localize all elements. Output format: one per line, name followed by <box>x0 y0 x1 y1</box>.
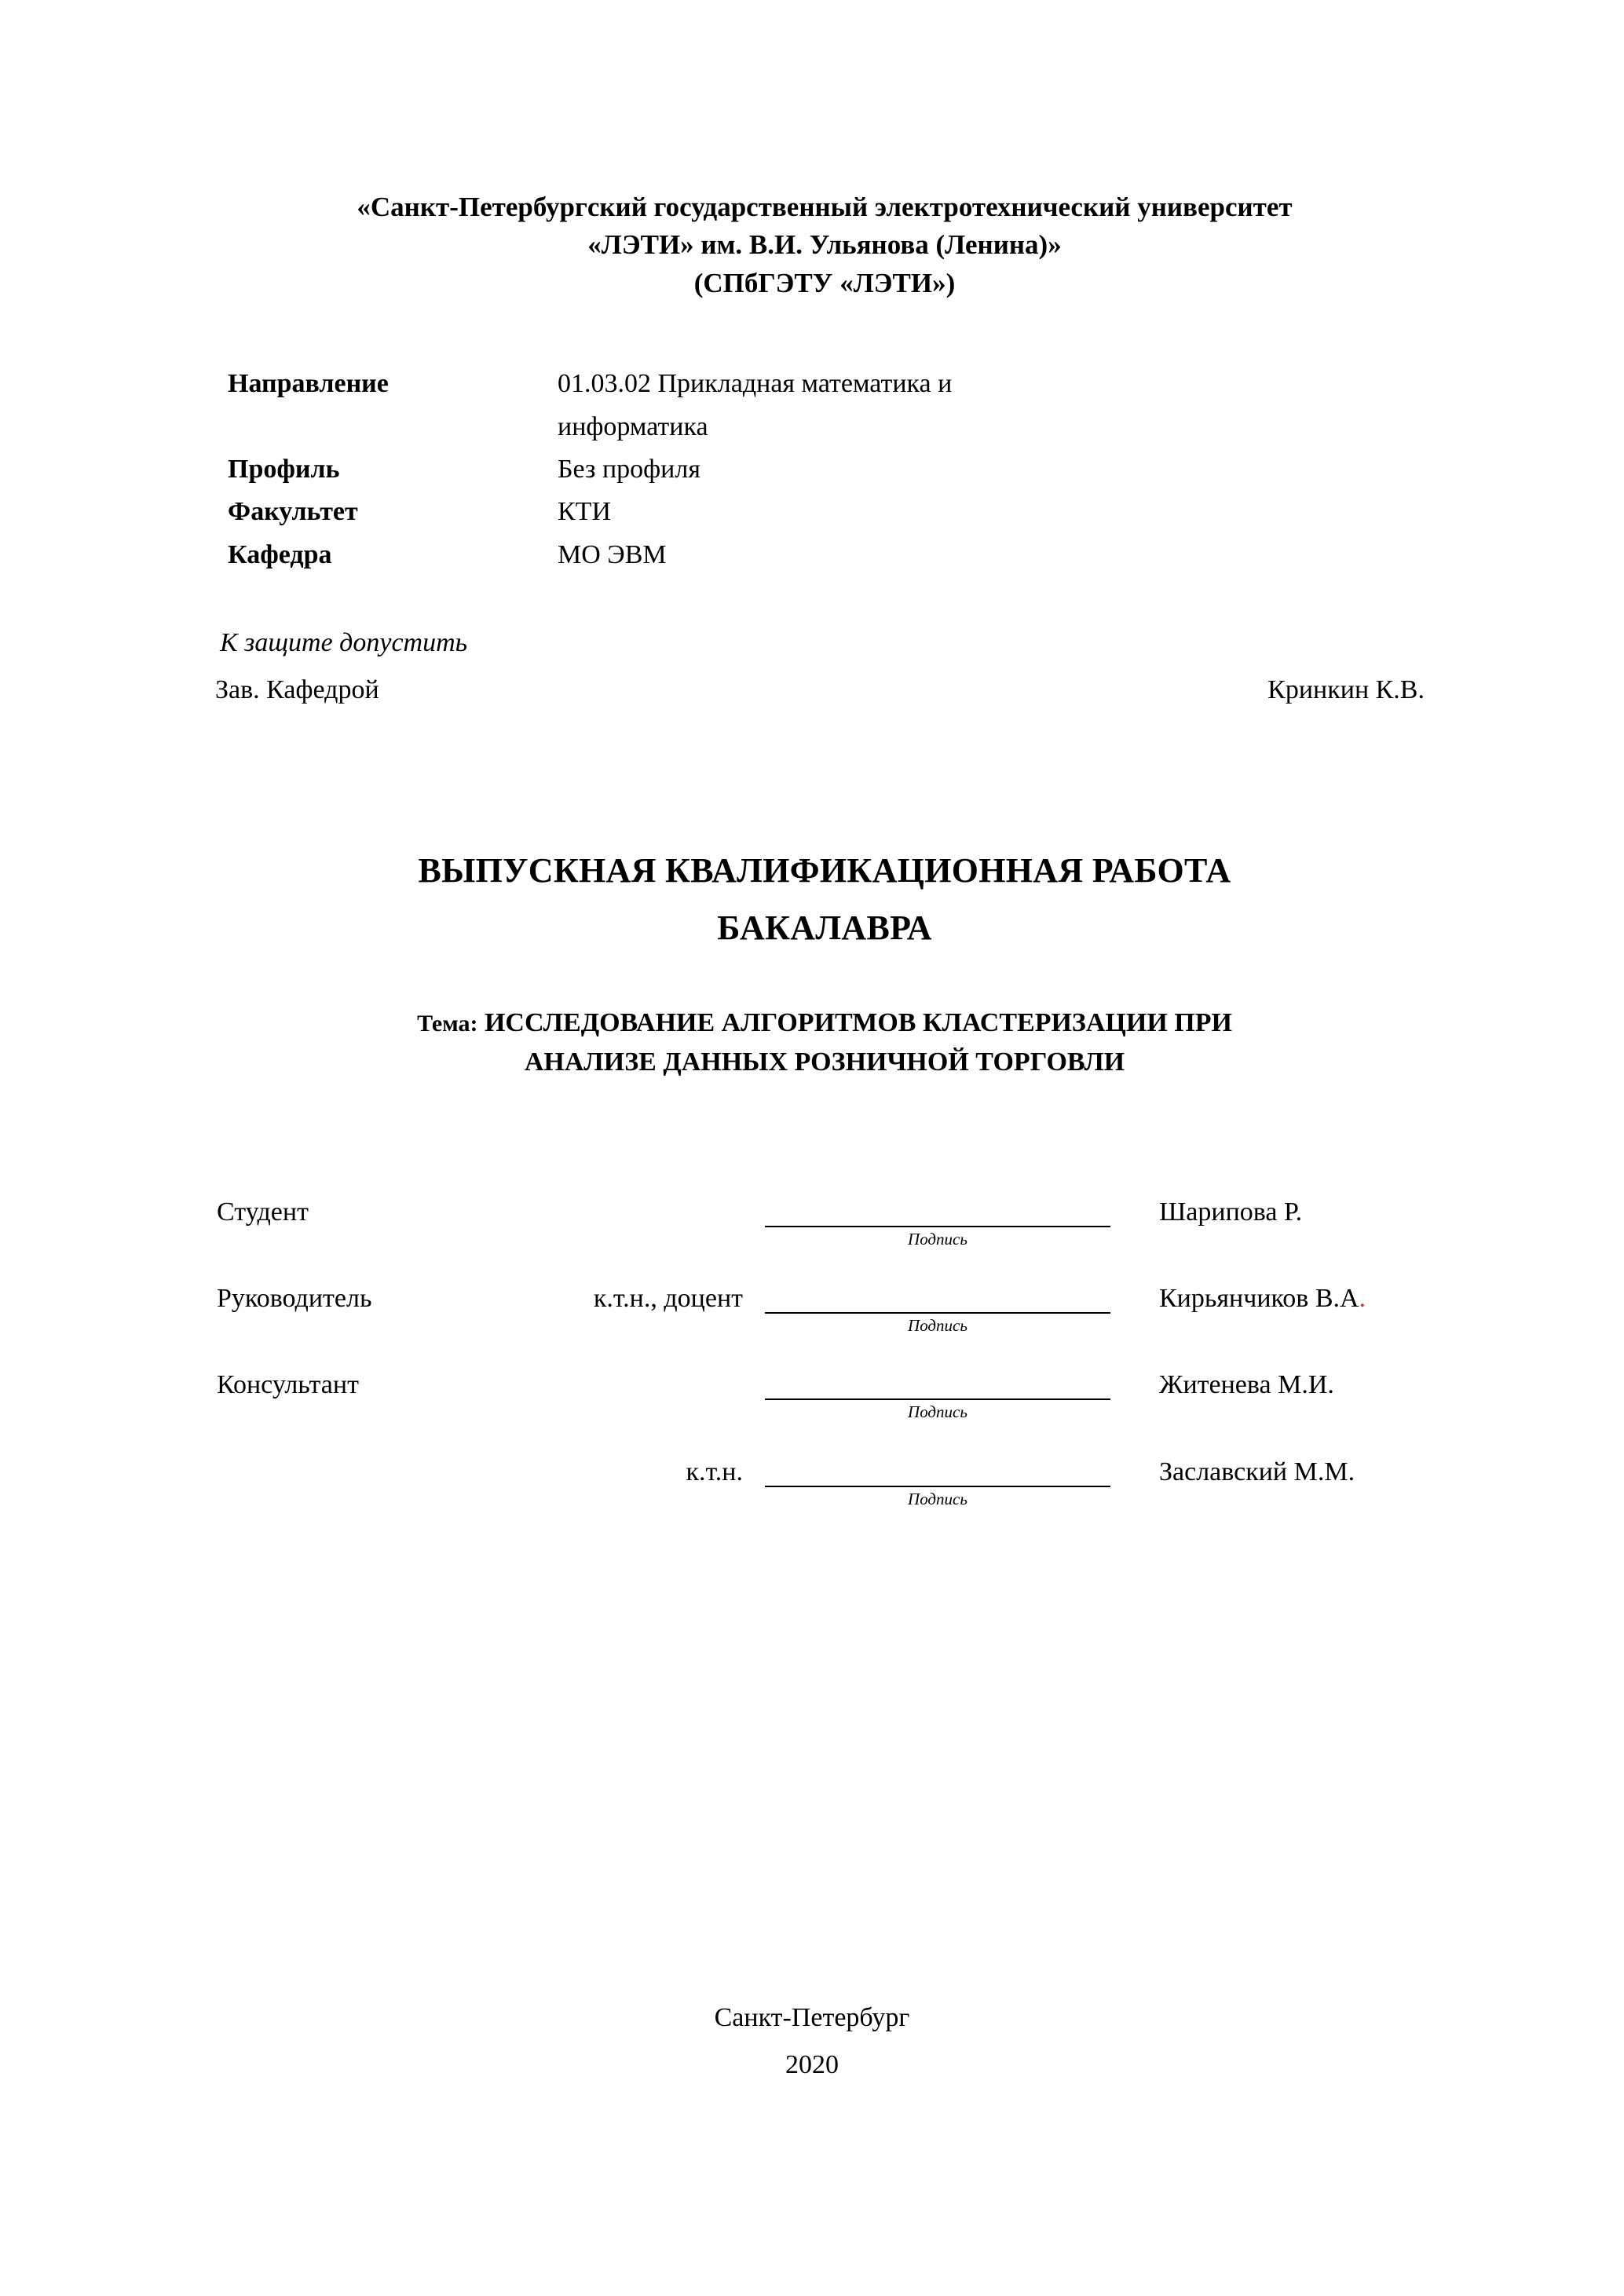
signature-name-second-consultant: Заславский М.М. <box>1159 1457 1355 1486</box>
info-row-department <box>212 534 1437 576</box>
signature-row-student <box>212 1197 1437 1249</box>
university-line-3: (СПбГЭТУ «ЛЭТИ») <box>693 267 956 298</box>
theme-prefix: Тема: <box>417 1011 478 1037</box>
main-title-line-1: ВЫПУСКНАЯ КВАЛИФИКАЦИОННАЯ РАБОТА <box>418 851 1231 890</box>
signature-caption: Подпись <box>908 1402 967 1422</box>
approval-name: Кринкин К.В. <box>1267 675 1425 705</box>
theme-line-1: ИССЛЕДОВАНИЕ АЛГОРИТМОВ КЛАСТЕРИЗАЦИИ ПРИ <box>484 1008 1232 1038</box>
signature-caption: Подпись <box>908 1489 967 1508</box>
info-value-profile: Без профиля <box>558 455 700 484</box>
main-title-line-2: БАКАЛАВРА <box>717 908 932 947</box>
signature-row-second-consultant <box>212 1457 1437 1509</box>
signature-name-supervisor-suffix: . <box>1359 1284 1366 1314</box>
signature-line-student[interactable] <box>765 1197 1118 1249</box>
footer-city: Санкт-Петербург <box>714 2003 910 2032</box>
info-label-faculty: Факультет <box>228 497 358 527</box>
signature-name-supervisor <box>1118 1284 1437 1336</box>
document-footer <box>0 1994 1624 2088</box>
university-line-2: «ЛЭТИ» им. В.И. Ульянова (Ленина)» <box>587 229 1062 261</box>
signature-degree-supervisor: к.т.н., доцент <box>593 1284 743 1314</box>
footer-year: 2020 <box>785 2049 839 2079</box>
signature-role-supervisor: Руководитель <box>217 1284 372 1314</box>
info-value-department: МО ЭВМ <box>558 539 667 569</box>
signature-line-second-consultant[interactable] <box>765 1457 1118 1509</box>
page-content <box>212 0 1437 1509</box>
info-row-profile <box>212 448 1437 491</box>
info-value-direction <box>558 362 1437 448</box>
signature-rule <box>765 1370 1110 1400</box>
signature-caption: Подпись <box>908 1230 967 1249</box>
info-row-direction <box>212 362 1437 448</box>
signature-role-consultant: Консультант <box>217 1370 359 1400</box>
signature-row-consultant <box>212 1370 1437 1422</box>
info-label-profile: Профиль <box>228 455 340 484</box>
signature-line-consultant[interactable] <box>765 1370 1118 1422</box>
signature-degree-student <box>499 1197 765 1249</box>
info-value-direction-line2: информатика <box>558 411 708 441</box>
university-line-1: «Санкт-Петербургский государственный электротехнический университет <box>357 192 1293 222</box>
approval-row <box>212 675 1437 705</box>
info-value-faculty: КТИ <box>558 497 611 527</box>
signature-spacer-3 <box>212 1423 1437 1457</box>
signature-name-supervisor-text: Кирьянчиков В.А <box>1159 1284 1359 1314</box>
signature-degree-second-consultant: к.т.н. <box>686 1457 743 1486</box>
university-header <box>212 188 1437 302</box>
info-label-department: Кафедра <box>228 539 332 569</box>
signature-rule <box>765 1284 1110 1314</box>
signature-role-second-consultant <box>212 1457 499 1509</box>
signature-rule <box>765 1457 1110 1487</box>
approval-role: Зав. Кафедрой <box>215 675 379 705</box>
signature-name-consultant: Житенева М.И. <box>1159 1370 1334 1400</box>
approval-note: К защите допустить <box>220 628 468 658</box>
signature-rule <box>765 1197 1110 1227</box>
info-label-direction: Направление <box>228 368 389 398</box>
signature-spacer-1 <box>212 1249 1437 1284</box>
signature-spacer-2 <box>212 1336 1437 1370</box>
main-title <box>212 843 1437 956</box>
signature-table <box>212 1197 1437 1509</box>
signature-row-supervisor <box>212 1284 1437 1336</box>
signature-role-student: Студент <box>217 1197 309 1227</box>
program-info-table <box>212 362 1437 576</box>
signature-caption: Подпись <box>908 1316 967 1336</box>
thesis-theme <box>212 1004 1437 1081</box>
signature-line-supervisor[interactable] <box>765 1284 1118 1336</box>
info-row-faculty <box>212 491 1437 533</box>
theme-line-2: АНАЛИЗЕ ДАННЫХ РОЗНИЧНОЙ ТОРГОВЛИ <box>524 1047 1125 1077</box>
signature-degree-consultant <box>499 1370 765 1422</box>
signature-name-student: Шарипова Р. <box>1159 1197 1303 1227</box>
info-value-direction-line1: 01.03.02 Прикладная математика и <box>558 368 953 398</box>
